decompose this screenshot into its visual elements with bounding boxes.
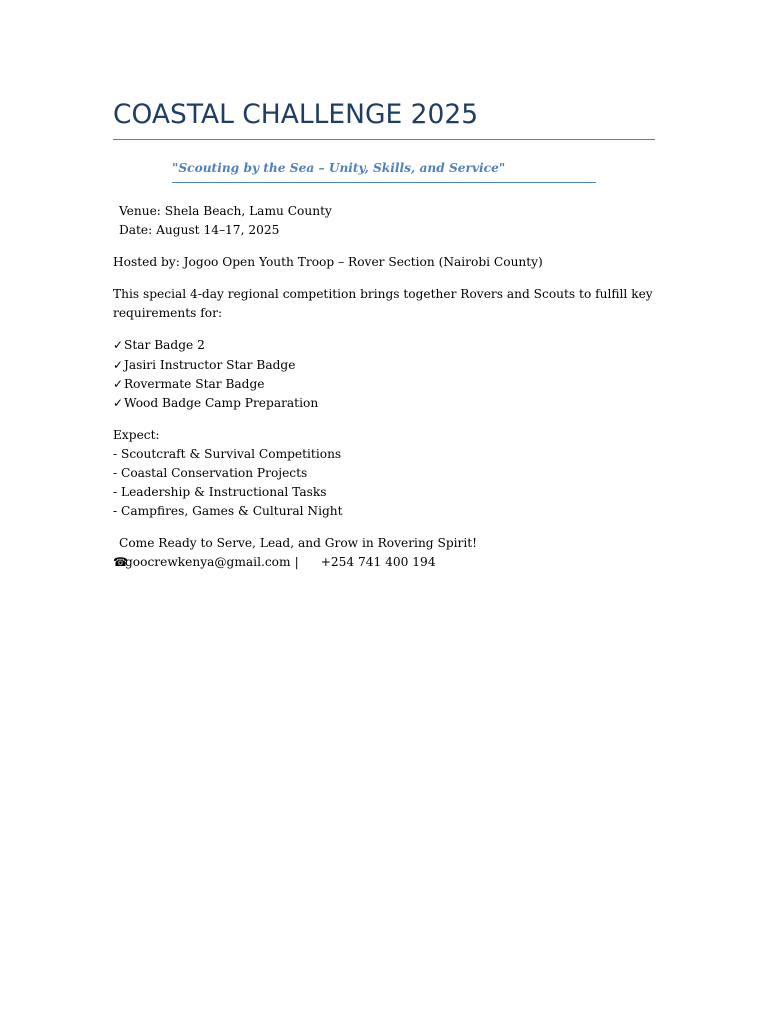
title-underline <box>113 139 655 140</box>
badge-label: Rovermate Star Badge <box>124 376 265 391</box>
intro-paragraph: This special 4-day regional competition brings together Rovers and Scouts to fulfill key requirements for: <box>113 287 653 321</box>
contact-separator: | <box>294 555 299 570</box>
list-item: - Campfires, Games & Cultural Night <box>113 504 343 519</box>
closing-section <box>113 534 658 572</box>
checkmark-icon: ✓ <box>113 338 124 353</box>
document-body <box>113 202 658 586</box>
list-item <box>113 336 658 355</box>
badge-list <box>113 336 658 412</box>
email-link[interactable]: goocrewkenya@gmail.com <box>125 555 291 570</box>
phone-number: +254 741 400 194 <box>320 555 436 570</box>
checkmark-icon: ✓ <box>113 357 124 372</box>
date-text: Date: August 14–17, 2025 <box>119 223 280 238</box>
list-item: - Scoutcraft & Survival Competitions <box>113 446 342 461</box>
list-item <box>113 375 658 394</box>
hosted-by-text: Hosted by: Jogoo Open Youth Troop – Rover Section (Nairobi County) <box>113 255 543 270</box>
checkmark-icon: ✓ <box>113 376 124 391</box>
contact-line <box>113 553 658 572</box>
subtitle-underline <box>172 182 596 183</box>
badge-label: Jasiri Instructor Star Badge <box>124 357 296 372</box>
event-details <box>113 202 658 240</box>
checkmark-icon: ✓ <box>113 395 124 410</box>
badge-label: Star Badge 2 <box>124 338 205 353</box>
phone-icon: ☎ <box>113 555 129 570</box>
closing-text: Come Ready to Serve, Lead, and Grow in Rovering Spirit! <box>119 536 478 551</box>
venue-text: Venue: Shela Beach, Lamu County <box>119 204 332 218</box>
expect-section <box>113 426 658 521</box>
list-item: - Coastal Conservation Projects <box>113 466 308 481</box>
badge-label: Wood Badge Camp Preparation <box>124 395 319 410</box>
list-item <box>113 394 658 413</box>
page-title: COASTAL CHALLENGE 2025 <box>113 99 479 130</box>
expect-heading: Expect: <box>113 427 160 442</box>
hosted-by-paragraph <box>113 253 658 272</box>
subtitle-tagline: "Scouting by the Sea – Unity, Skills, and Service" <box>172 161 506 175</box>
list-item <box>113 356 658 375</box>
list-item: - Leadership & Instructional Tasks <box>113 485 327 500</box>
